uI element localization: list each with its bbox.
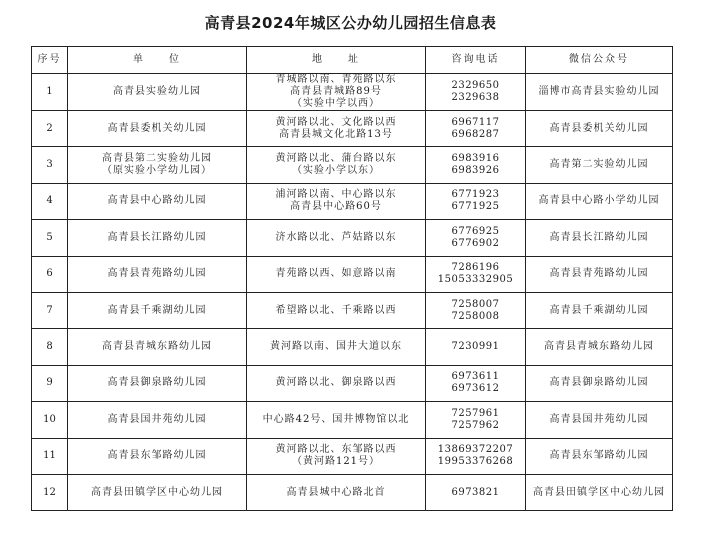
table-row bbox=[32, 147, 673, 183]
wechat-cell: 高青县国井苑幼儿园 bbox=[526, 402, 673, 438]
unit-cell: 高青县东邹路幼儿园 bbox=[68, 438, 247, 474]
address-cell: 黄河路以北、御泉路以西 bbox=[247, 365, 426, 401]
address-cell: 青苑路以西、如意路以南 bbox=[247, 256, 426, 292]
kindergarten-table bbox=[31, 46, 673, 511]
phone-cell: 6973821 bbox=[426, 474, 526, 510]
phone-cell: 13869372207 19953376268 bbox=[426, 438, 526, 474]
index-cell: 4 bbox=[32, 183, 68, 219]
wechat-cell: 淄博市高青县实验幼儿园 bbox=[526, 74, 673, 111]
address-cell: 青城路以南、青苑路以东 高青县青城路89号 （实验中学以西） bbox=[247, 74, 426, 111]
phone-cell: 7230991 bbox=[426, 329, 526, 365]
header-row bbox=[32, 47, 673, 74]
wechat-cell: 高青县田镇学区中心幼儿园 bbox=[526, 474, 673, 510]
unit-cell: 高青县青城东路幼儿园 bbox=[68, 329, 247, 365]
index-cell: 7 bbox=[32, 292, 68, 328]
phone-cell: 7257961 7257962 bbox=[426, 402, 526, 438]
index-cell: 11 bbox=[32, 438, 68, 474]
address-cell: 黄河路以北、文化路以西 高青县城文化北路13号 bbox=[247, 111, 426, 147]
header-wechat: 微信公众号 bbox=[526, 47, 673, 74]
header-phone: 咨询电话 bbox=[426, 47, 526, 74]
wechat-cell: 高青县中心路小学幼儿园 bbox=[526, 183, 673, 219]
table-row bbox=[32, 329, 673, 365]
unit-cell: 高青县长江路幼儿园 bbox=[68, 220, 247, 256]
index-cell: 10 bbox=[32, 402, 68, 438]
unit-cell: 高青县千乘湖幼儿园 bbox=[68, 292, 247, 328]
wechat-cell: 高青县青城东路幼儿园 bbox=[526, 329, 673, 365]
address-cell: 黄河路以北、东邹路以西 （黄河路121号） bbox=[247, 438, 426, 474]
index-cell: 5 bbox=[32, 220, 68, 256]
table-row bbox=[32, 183, 673, 219]
index-cell: 6 bbox=[32, 256, 68, 292]
table-row bbox=[32, 365, 673, 401]
unit-cell: 高青县国井苑幼儿园 bbox=[68, 402, 247, 438]
wechat-cell: 高青县长江路幼儿园 bbox=[526, 220, 673, 256]
address-cell: 济水路以北、芦姑路以东 bbox=[247, 220, 426, 256]
page-title: 高青县2024年城区公办幼儿园招生信息表 bbox=[204, 14, 497, 32]
phone-cell: 6973611 6973612 bbox=[426, 365, 526, 401]
phone-cell: 6776925 6776902 bbox=[426, 220, 526, 256]
unit-cell: 高青县中心路幼儿园 bbox=[68, 183, 247, 219]
table-row bbox=[32, 74, 673, 111]
index-cell: 9 bbox=[32, 365, 68, 401]
index-cell: 12 bbox=[32, 474, 68, 510]
phone-cell: 6967117 6968287 bbox=[426, 111, 526, 147]
table-row bbox=[32, 111, 673, 147]
phone-cell: 6771923 6771925 bbox=[426, 183, 526, 219]
table-row bbox=[32, 402, 673, 438]
index-cell: 8 bbox=[32, 329, 68, 365]
table-body bbox=[32, 74, 673, 511]
unit-cell: 高青县青苑路幼儿园 bbox=[68, 256, 247, 292]
header-address: 地 址 bbox=[247, 47, 426, 74]
address-cell: 中心路42号、国井博物馆以北 bbox=[247, 402, 426, 438]
index-cell: 3 bbox=[32, 147, 68, 183]
table-row bbox=[32, 438, 673, 474]
unit-cell: 高青县委机关幼儿园 bbox=[68, 111, 247, 147]
table-row bbox=[32, 256, 673, 292]
wechat-cell: 高青县委机关幼儿园 bbox=[526, 111, 673, 147]
phone-cell: 2329650 2329638 bbox=[426, 74, 526, 111]
table-row bbox=[32, 292, 673, 328]
phone-cell: 7258007 7258008 bbox=[426, 292, 526, 328]
unit-cell: 高青县实验幼儿园 bbox=[68, 74, 247, 111]
unit-cell: 高青县御泉路幼儿园 bbox=[68, 365, 247, 401]
table-row bbox=[32, 220, 673, 256]
address-cell: 高青县城中心路北首 bbox=[247, 474, 426, 510]
table-row bbox=[32, 474, 673, 510]
header-unit: 单 位 bbox=[68, 47, 247, 74]
index-cell: 1 bbox=[32, 74, 68, 111]
unit-cell: 高青县第二实验幼儿园 （原实验小学幼儿园） bbox=[68, 147, 247, 183]
unit-cell: 高青县田镇学区中心幼儿园 bbox=[68, 474, 247, 510]
header-index: 序号 bbox=[32, 47, 68, 74]
address-cell: 黄河路以南、国井大道以东 bbox=[247, 329, 426, 365]
address-cell: 浦河路以南、中心路以东 高青县中心路60号 bbox=[247, 183, 426, 219]
wechat-cell: 高青县御泉路幼儿园 bbox=[526, 365, 673, 401]
wechat-cell: 高青县东邹路幼儿园 bbox=[526, 438, 673, 474]
index-cell: 2 bbox=[32, 111, 68, 147]
address-cell: 黄河路以北、蒲台路以东 （实验小学以东） bbox=[247, 147, 426, 183]
wechat-cell: 高青县青苑路幼儿园 bbox=[526, 256, 673, 292]
wechat-cell: 高青县千乘湖幼儿园 bbox=[526, 292, 673, 328]
phone-cell: 6983916 6983926 bbox=[426, 147, 526, 183]
phone-cell: 7286196 15053332905 bbox=[426, 256, 526, 292]
address-cell: 希望路以北、千乘路以西 bbox=[247, 292, 426, 328]
wechat-cell: 高青第二实验幼儿园 bbox=[526, 147, 673, 183]
